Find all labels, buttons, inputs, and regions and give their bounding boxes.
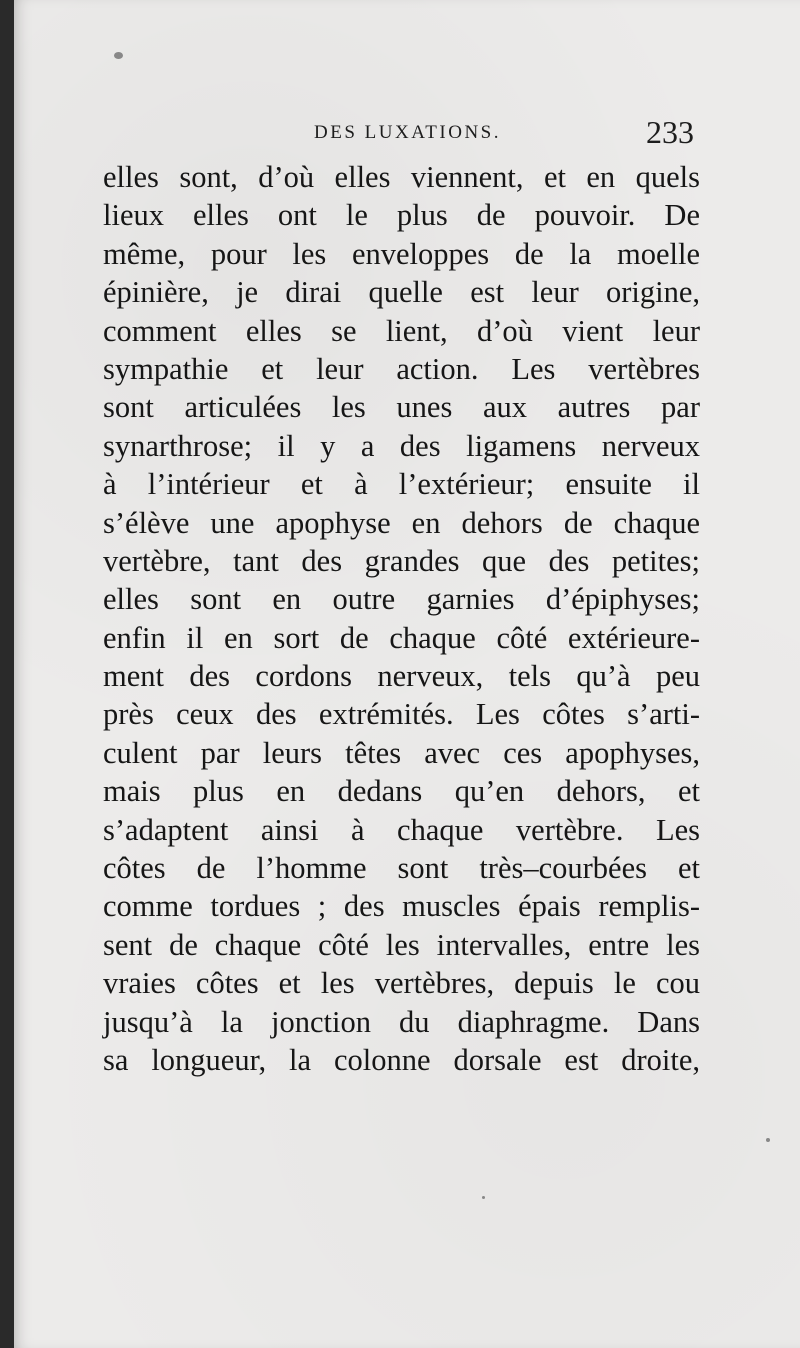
text-line: s’élève une apophyse en dehors de chaque bbox=[103, 505, 700, 540]
text-line: vraies côtes et les vertèbres, depuis le cou bbox=[103, 966, 700, 1001]
text-line: elles sont, d’où elles viennent, et en quels bbox=[103, 160, 700, 194]
ink-speck bbox=[482, 1196, 485, 1199]
text-line: sont articulées les unes aux autres par bbox=[103, 390, 700, 425]
text-line: près ceux des extrémités. Les côtes s’arti- bbox=[103, 697, 700, 732]
ink-speck bbox=[766, 1138, 770, 1142]
text-line: mais plus en dedans qu’en dehors, et bbox=[103, 774, 700, 809]
text-line: synarthrose; il y a des ligamens nerveux bbox=[103, 428, 700, 463]
text-line: sent de chaque côté les intervalles, entre les bbox=[103, 927, 700, 962]
text-line: vertèbre, tant des grandes que des petites; bbox=[103, 543, 700, 578]
text-line: lieux elles ont le plus de pouvoir. De bbox=[103, 198, 700, 233]
text-line: côtes de l’homme sont très–courbées et bbox=[103, 851, 700, 886]
text-line: même, pour les enveloppes de la moelle bbox=[103, 236, 700, 271]
body-text bbox=[103, 158, 700, 1079]
text-line: comme tordues ; des muscles épais remplis- bbox=[103, 889, 700, 924]
page-number: 233 bbox=[646, 114, 694, 150]
ink-blot bbox=[114, 52, 123, 59]
text-line: épinière, je dirai quelle est leur origine, bbox=[103, 275, 700, 310]
text-line: s’adaptent ainsi à chaque vertèbre. Les bbox=[103, 812, 700, 847]
text-line: enfin il en sort de chaque côté extérieure- bbox=[103, 620, 700, 655]
text-line: elles sont en outre garnies d’épiphyses; bbox=[103, 582, 700, 617]
text-line: culent par leurs têtes avec ces apophyses, bbox=[103, 735, 700, 770]
text-line: sympathie et leur action. Les vertèbres bbox=[103, 351, 700, 386]
chapter-running-title: DES LUXATIONS. bbox=[314, 122, 501, 143]
text-line: comment elles se lient, d’où vient leur bbox=[103, 313, 700, 348]
text-line: sa longueur, la colonne dorsale est droite, bbox=[103, 1042, 700, 1077]
text-line: ment des cordons nerveux, tels qu’à peu bbox=[103, 659, 700, 694]
text-line: jusqu’à la jonction du diaphragme. Dans bbox=[103, 1004, 700, 1039]
running-header bbox=[314, 114, 694, 150]
text-line: à l’intérieur et à l’extérieur; ensuite il bbox=[103, 467, 700, 502]
